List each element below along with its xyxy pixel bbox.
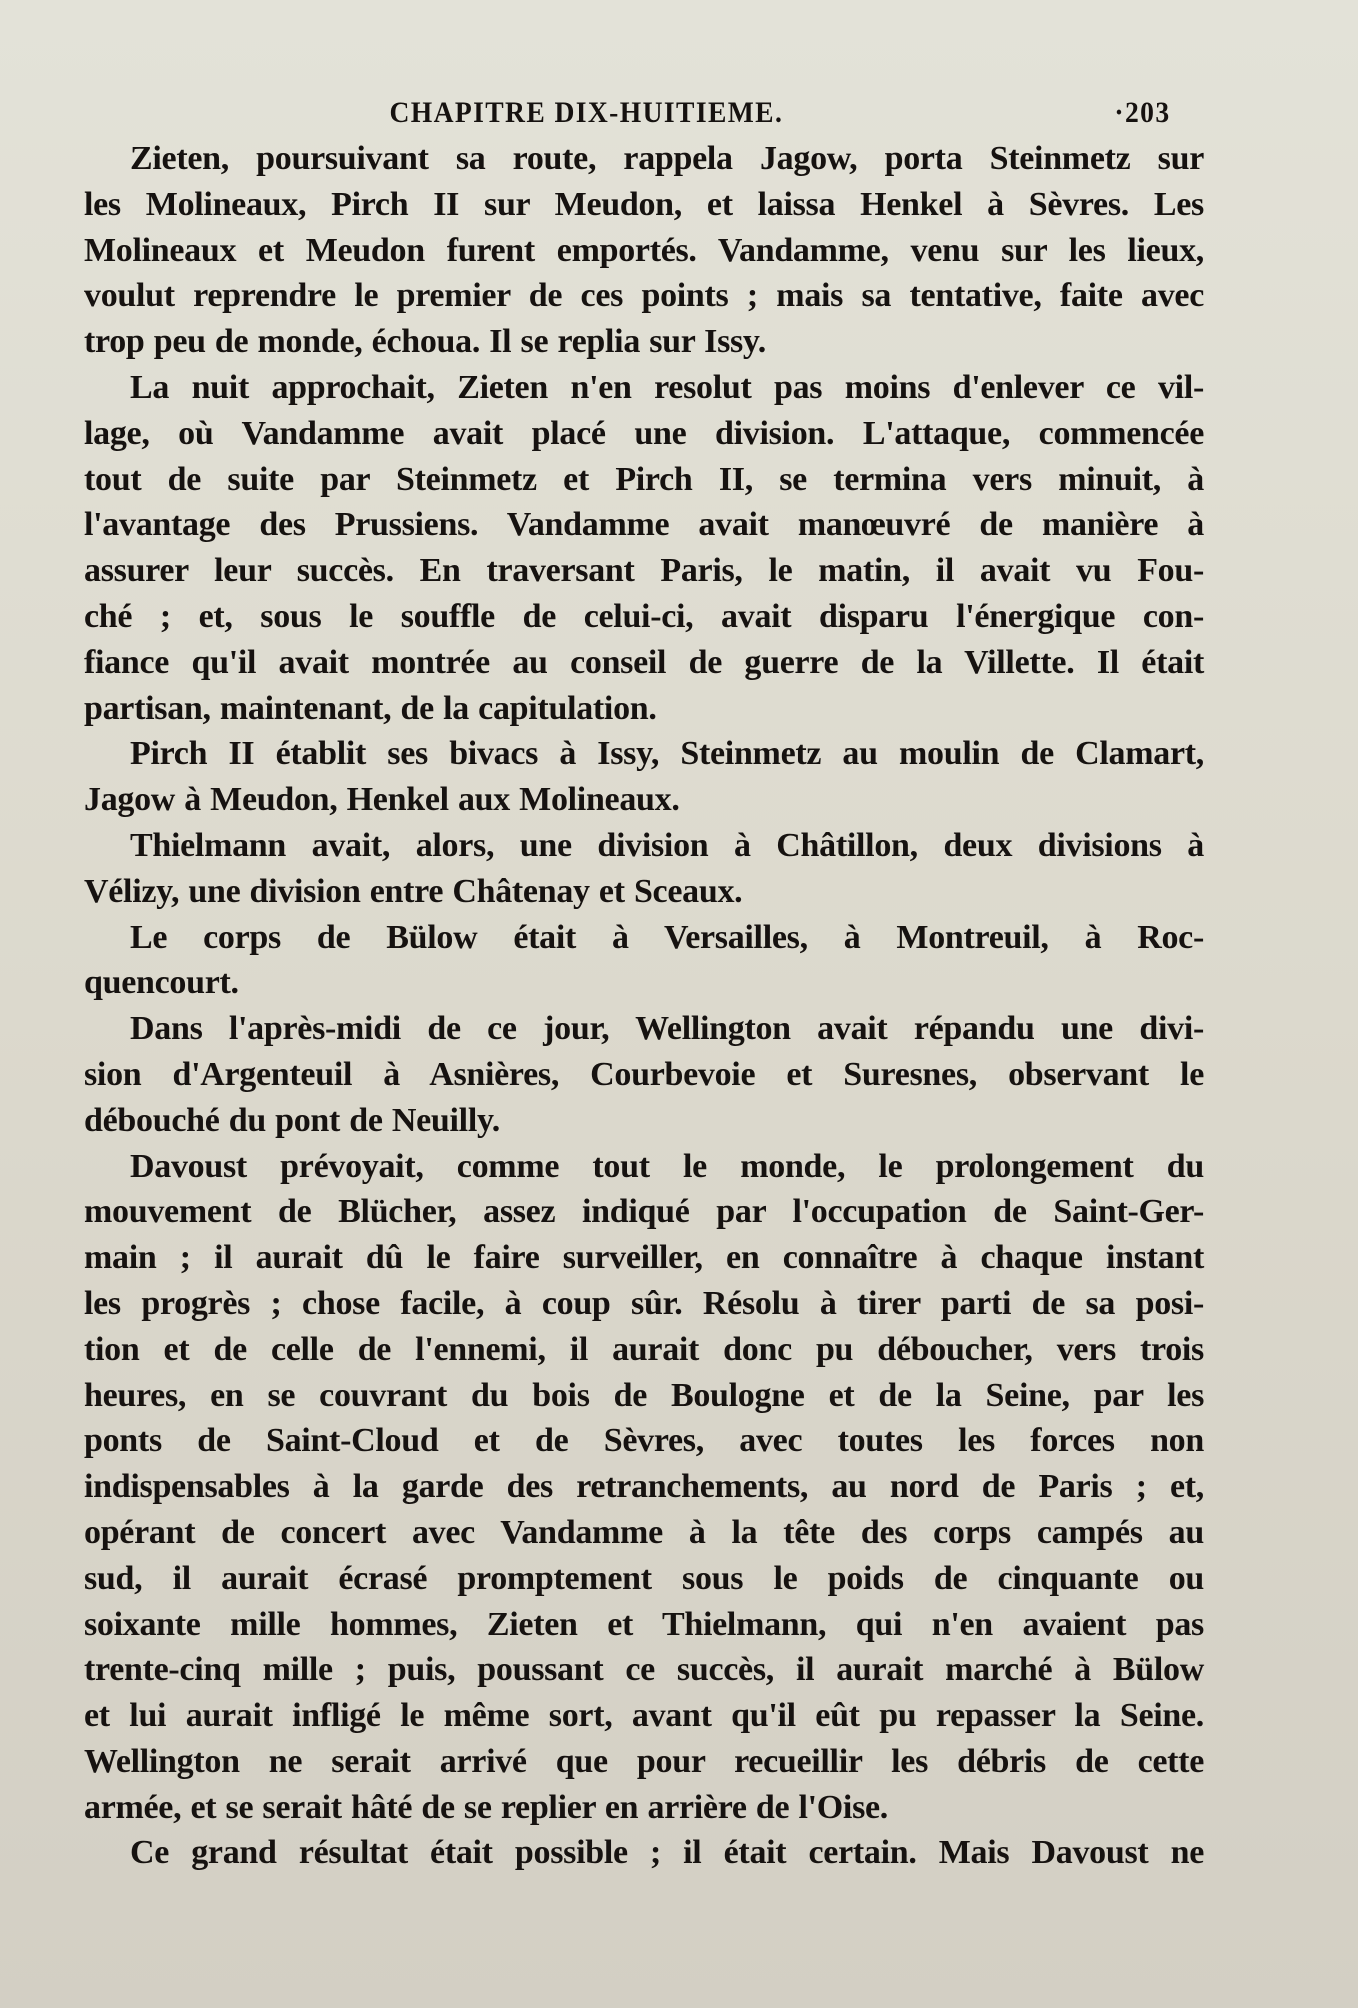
- text-line: et lui aurait infligé le même sort, avant qu'il eût pu repasser la Seine.: [84, 1697, 1204, 1735]
- paragraph: [84, 1830, 1204, 1876]
- text-line: débouché du pont de Neuilly.: [84, 1101, 500, 1139]
- text-line: trente-cinq mille ; puis, poussant ce succès, il aurait marché à Bülow: [84, 1651, 1204, 1689]
- text-line: tion et de celle de l'ennemi, il aurait donc pu déboucher, vers trois: [84, 1330, 1204, 1368]
- body-text: [84, 136, 1204, 1876]
- text-line: quencourt.: [84, 964, 239, 1002]
- text-line: lage, où Vandamme avait placé une division. L'attaque, commencée: [84, 414, 1204, 452]
- text-line: Thielmann avait, alors, une division à Châtillon, deux divisions à: [130, 826, 1204, 864]
- text-line: sud, il aurait écrasé promptement sous le poids de cinquante ou: [84, 1559, 1204, 1597]
- text-line: trop peu de monde, échoua. Il se replia sur Issy.: [84, 323, 766, 361]
- text-line: Zieten, poursuivant sa route, rappela Jagow, porta Steinmetz sur: [130, 140, 1204, 177]
- text-line: Le corps de Bülow était à Versailles, à Montreuil, à Roc-: [130, 918, 1204, 956]
- paragraph: [84, 1144, 1204, 1831]
- text-line: soixante mille hommes, Zieten et Thielmann, qui n'en avaient pas: [84, 1605, 1204, 1643]
- text-line: Dans l'après-midi de ce jour, Wellington avait répandu une divi-: [130, 1010, 1204, 1048]
- text-line: Davoust prévoyait, comme tout le monde, le prolongement du: [130, 1147, 1204, 1185]
- paragraph: [84, 136, 1204, 365]
- text-line: les Molineaux, Pirch II sur Meudon, et laissa Henkel à Sèvres. Les: [84, 185, 1204, 223]
- text-line: Molineaux et Meudon furent emportés. Vandamme, venu sur les lieux,: [84, 231, 1204, 269]
- paragraph: [84, 823, 1204, 915]
- text-line: indispensables à la garde des retranchements, au nord de Paris ; et,: [84, 1468, 1204, 1506]
- text-line: partisan, maintenant, de la capitulation.: [84, 689, 657, 727]
- text-line: heures, en se couvrant du bois de Boulogne et de la Seine, par les: [84, 1376, 1204, 1414]
- text-line: Vélizy, une division entre Châtenay et Sceaux.: [84, 872, 743, 910]
- text-line: fiance qu'il avait montrée au conseil de guerre de la Villette. Il était: [84, 643, 1204, 681]
- page-number: ·203: [1114, 96, 1171, 129]
- text-line: Wellington ne serait arrivé que pour recueillir les débris de cette: [84, 1742, 1204, 1780]
- text-line: voulut reprendre le premier de ces points ; mais sa tentative, faite avec: [84, 277, 1204, 315]
- paragraph: [84, 731, 1204, 823]
- text-line: Pirch II établit ses bivacs à Issy, Steinmetz au moulin de Clamart,: [130, 735, 1204, 773]
- text-line: Ce grand résultat était possible ; il était certain. Mais Davoust ne: [130, 1834, 1204, 1872]
- text-line: main ; il aurait dû le faire surveiller, en connaître à chaque instant: [84, 1239, 1204, 1277]
- paragraph: [84, 365, 1204, 731]
- text-line: ché ; et, sous le souffle de celui-ci, avait disparu l'énergique con-: [84, 597, 1204, 635]
- text-line: ponts de Saint-Cloud et de Sèvres, avec toutes les forces non: [84, 1422, 1204, 1460]
- text-line: tout de suite par Steinmetz et Pirch II, se termina vers minuit, à: [84, 460, 1204, 498]
- paragraph: [84, 915, 1204, 1007]
- text-line: La nuit approchait, Zieten n'en resolut pas moins d'enlever ce vil-: [130, 368, 1204, 406]
- running-header: [84, 88, 1171, 136]
- text-line: l'avantage des Prussiens. Vandamme avait manœuvré de manière à: [84, 506, 1204, 544]
- text-line: Jagow à Meudon, Henkel aux Molineaux.: [84, 781, 680, 819]
- text-line: mouvement de Blücher, assez indiqué par l'occupation de Saint-Ger-: [84, 1193, 1204, 1231]
- text-line: armée, et se serait hâté de se replier en arrière de l'Oise.: [84, 1788, 888, 1826]
- paragraph: [84, 1006, 1204, 1143]
- text-line: opérant de concert avec Vandamme à la tête des corps campés au: [84, 1513, 1204, 1551]
- text-line: sion d'Argenteuil à Asnières, Courbevoie et Suresnes, observant le: [84, 1055, 1204, 1093]
- text-line: assurer leur succès. En traversant Paris, le matin, il avait vu Fou-: [84, 552, 1204, 590]
- text-line: les progrès ; chose facile, à coup sûr. Résolu à tirer parti de sa posi-: [84, 1284, 1204, 1322]
- chapter-title: CHAPITRE DIX-HUITIEME.: [389, 96, 784, 129]
- book-page: [84, 88, 1204, 1876]
